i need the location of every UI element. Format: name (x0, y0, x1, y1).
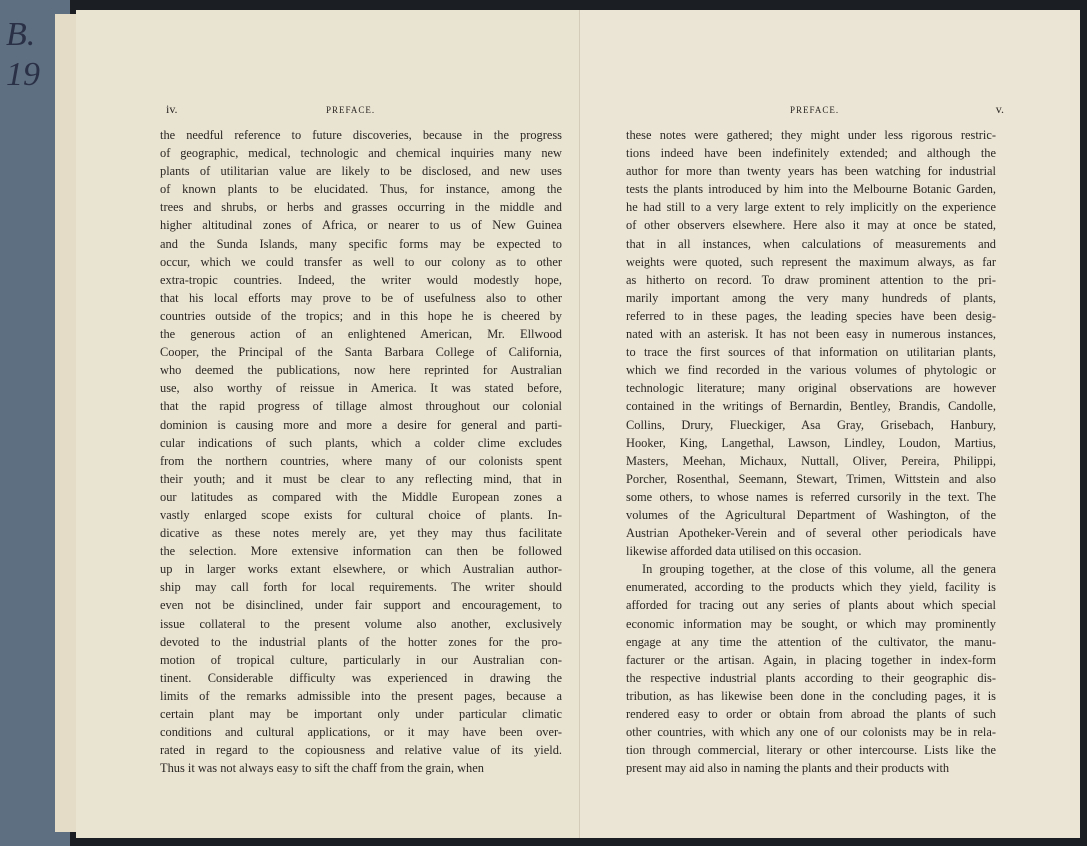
text-line: up in larger works extant elsewhere, or which Australian author- (160, 562, 562, 577)
text-line: enumerated, according to the products which they yield, facility is (626, 580, 996, 595)
text-line: and the Sunda Islands, many specific forms may be expected to (160, 236, 562, 251)
text-line: tions indeed have been indefinitely extended; and although the (626, 146, 996, 161)
text-line: issue collateral to the present volume also another, exclusively (160, 616, 562, 631)
left-page (76, 10, 580, 838)
text-line: who deemed the publications, now here reprinted for Australian (160, 363, 562, 378)
text-line: nated with an asterisk. It has not been easy in numerous instances, (626, 327, 996, 342)
right-page-text (626, 126, 996, 777)
text-line: rated in regard to the copiousness and relative value of its yield. (160, 743, 562, 758)
text-line: facturer or the artisan. Again, in placing together in index-form (626, 652, 996, 667)
text-line: engage at any time the attention of the cultivator, the manu- (626, 634, 996, 649)
text-line: Masters, Meehan, Michaux, Nuttall, Oliver, Pereira, Philippi, (626, 453, 996, 468)
text-line: In grouping together, at the close of this volume, all the genera (642, 562, 996, 577)
left-running-head: PREFACE. (326, 105, 376, 115)
text-line: rendered easy to order or obtain from abroad the plants of such (626, 707, 996, 721)
text-line: Cooper, the Principal of the Santa Barbara College of California, (160, 345, 562, 360)
margin-note-line-1: B. (6, 16, 36, 53)
text-line: these notes were gathered; they might under less rigorous restric- (626, 128, 996, 142)
right-running-head: PREFACE. (790, 105, 840, 115)
text-line: tion through commercial, literary or other intercourse. Lists like the (626, 743, 996, 758)
text-line: the generous action of an enlightened American, Mr. Ellwood (160, 327, 562, 342)
text-line: extra-tropic countries. Indeed, the writer would modestly hope, (160, 272, 562, 287)
text-line: of other observers elsewhere. Here also it may at once be stated, (626, 218, 996, 233)
text-line: other countries, with which any one of our colonists may be in rela- (626, 725, 996, 740)
text-line: that the rapid progress of tillage almost throughout our colonial (160, 399, 562, 414)
margin-note-line-2: 19 (6, 56, 40, 93)
text-line: some others, to whose names is referred cursorily in the text. The (626, 489, 996, 504)
text-line: tinent. Considerable difficulty was experienced in drawing the (160, 670, 562, 685)
text-line: trees and shrubs, or herbs and grasses occurring in the middle and (160, 200, 562, 215)
text-line: our latitudes as compared with the Middle European zones a (160, 489, 562, 504)
text-line: use, also worthy of reissue in America. It was stated before, (160, 381, 562, 396)
text-line: countries outside of the tropics; and in this hope he is cheered by (160, 308, 562, 323)
right-page-number: v. (995, 102, 1004, 116)
text-line: ship may call forth for local requirements. The writer should (160, 580, 562, 595)
text-line: tribution, as has likewise been done in the concluding pages, it is (626, 688, 996, 703)
text-line: from the northern countries, where many of our colonists spent (160, 453, 562, 468)
text-line: that his local efforts may prove to be of usefulness also to other (160, 290, 562, 305)
text-line: their youth; and it must be clear to any reflecting mind, that in (160, 471, 562, 486)
text-line: devoted to the industrial plants of the hotter zones for the pro- (160, 634, 562, 649)
text-line: plants of utilitarian value are likely to be disclosed, and new uses (160, 164, 562, 179)
text-line: cular indications of such plants, which a colder clime excludes (160, 435, 562, 450)
text-line: vastly enlarged scope exists for cultural choice of plants. In- (160, 507, 562, 522)
right-page (580, 10, 1080, 838)
text-line: the needful reference to future discoveries, because in the progress (160, 128, 562, 142)
text-line: higher altitudinal zones of Africa, or nearer to us of New Guinea (160, 218, 562, 233)
text-line: even not be disinclined, under fair support and encouragement, to (160, 598, 562, 613)
text-line: volumes of the Agricultural Department of Washington, of the (626, 507, 996, 522)
text-line: referred to in these pages, the leading species have been desig- (626, 308, 996, 323)
text-line: which we find recorded in the various volumes of phytologic or (626, 363, 996, 378)
text-line: dicative as these notes merely are, yet they may thus facilitate (160, 526, 562, 541)
text-line: tests the plants introduced by him into the Melbourne Botanic Garden, (626, 182, 996, 197)
text-line: likewise afforded data utilised on this occasion. (626, 544, 862, 559)
text-line: the selection. More extensive information can then be followed (160, 544, 562, 559)
text-line: dominion is causing more and more a desire for general and parti- (160, 417, 562, 432)
text-line: limits of the remarks admissible into the present pages, because a (160, 688, 562, 703)
right-page-header (580, 103, 1080, 119)
text-line: technologic literature; many original observations are however (626, 381, 996, 396)
text-line: of geographic, medical, technologic and chemical inquiries many new (160, 146, 562, 161)
text-line: contained in the writings of Bernardin, Bentley, Brandis, Candolle, (626, 399, 996, 414)
text-line: marily important among the very many hundreds of plants, (626, 290, 996, 305)
text-line: the respective industrial plants according to their geographic dis- (626, 670, 996, 685)
text-line: occur, which we could transfer as well to our colony as to other (160, 254, 562, 269)
text-line: to trace the first sources of that information on utilitarian plants, (626, 345, 996, 360)
text-line: afforded for tracing out any series of plants about which special (626, 598, 996, 613)
text-line: Thus it was not always easy to sift the chaff from the grain, when (160, 761, 484, 776)
left-page-text (160, 126, 562, 777)
left-page-header (76, 103, 579, 119)
left-page-number: iv. (166, 102, 178, 116)
text-line: present may aid also in naming the plants and their products with (626, 761, 950, 776)
text-line: Austrian Apotheker-Verein and of several other periodicals have (626, 526, 996, 541)
text-line: he had still to a very large extent to rely implicitly on the experience (626, 200, 996, 215)
text-line: economic information may be sought, or which may prominently (626, 616, 996, 631)
text-line: author for more than twenty years has been watching for industrial (626, 164, 996, 179)
text-line: weights were quoted, such represent the maximum always, as far (626, 254, 996, 269)
text-line: of known plants to be elucidated. Thus, for instance, among the (160, 182, 562, 197)
text-line: Collins, Drury, Flueckiger, Asa Gray, Grisebach, Hanbury, (626, 417, 996, 432)
text-line: Hooker, King, Langethal, Lawson, Lindley, Loudon, Martius, (626, 435, 996, 450)
text-line: Porcher, Rosenthal, Seemann, Stewart, Trimen, Wittstein and also (626, 471, 996, 486)
text-line: certain plant may be important only under particular climatic (160, 707, 562, 721)
text-line: as hitherto on record. To draw prominent attention to the pri- (626, 272, 996, 287)
text-line: conditions and cultural applications, or it may have been over- (160, 725, 562, 740)
text-line: that in all instances, when calculations of measurements and (626, 236, 996, 251)
text-line: motion of tropical culture, particularly in our Australian con- (160, 652, 562, 667)
